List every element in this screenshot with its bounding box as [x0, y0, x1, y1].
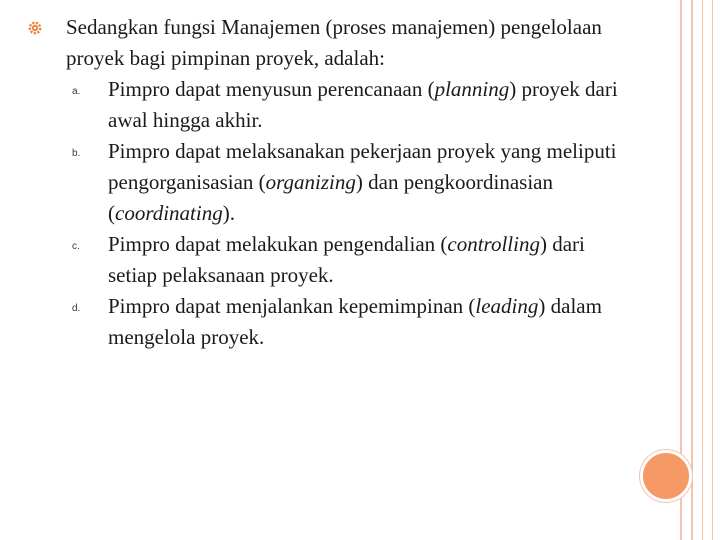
item-term: controlling [447, 232, 540, 256]
gear-bullet-icon [28, 21, 42, 35]
decorative-circle [640, 450, 692, 502]
list-item [28, 136, 628, 229]
list-item [28, 229, 628, 291]
item-term: coordinating [115, 201, 223, 225]
list-marker: d. [72, 303, 81, 314]
list-marker: c. [72, 241, 80, 252]
intro-text: Sedangkan fungsi Manajemen (proses manajemen) pengelolaan proyek bagi pimpinan proyek, adalah: [66, 15, 602, 70]
sub-list [28, 74, 628, 353]
list-item [28, 291, 628, 353]
item-term: organizing [265, 170, 356, 194]
main-bullet [28, 12, 628, 74]
item-text: Pimpro dapat menyusun perencanaan ( [108, 77, 435, 101]
list-marker: a. [72, 86, 81, 97]
item-text: ) dan pengkoordinasian ( [108, 170, 554, 225]
item-term: leading [475, 294, 539, 318]
item-text: ) dari setiap pelaksanaan proyek. [108, 232, 585, 287]
item-text: ) proyek dari awal hingga akhir. [108, 77, 618, 132]
decorative-line [712, 0, 713, 540]
list-marker: b. [72, 148, 81, 159]
item-term: planning [434, 77, 510, 101]
decorative-line [691, 0, 693, 540]
slide-content [28, 12, 628, 353]
item-text: ). [222, 201, 235, 225]
item-text: Pimpro dapat melaksanakan pekerjaan proyek yang meliputi pengorganisasian ( [108, 139, 617, 194]
item-text: Pimpro dapat melakukan pengendalian ( [108, 232, 448, 256]
list-item [28, 74, 628, 136]
item-text: ) dalam mengelola proyek. [108, 294, 602, 349]
item-text: Pimpro dapat menjalankan kepemimpinan ( [108, 294, 476, 318]
decorative-line [702, 0, 703, 540]
